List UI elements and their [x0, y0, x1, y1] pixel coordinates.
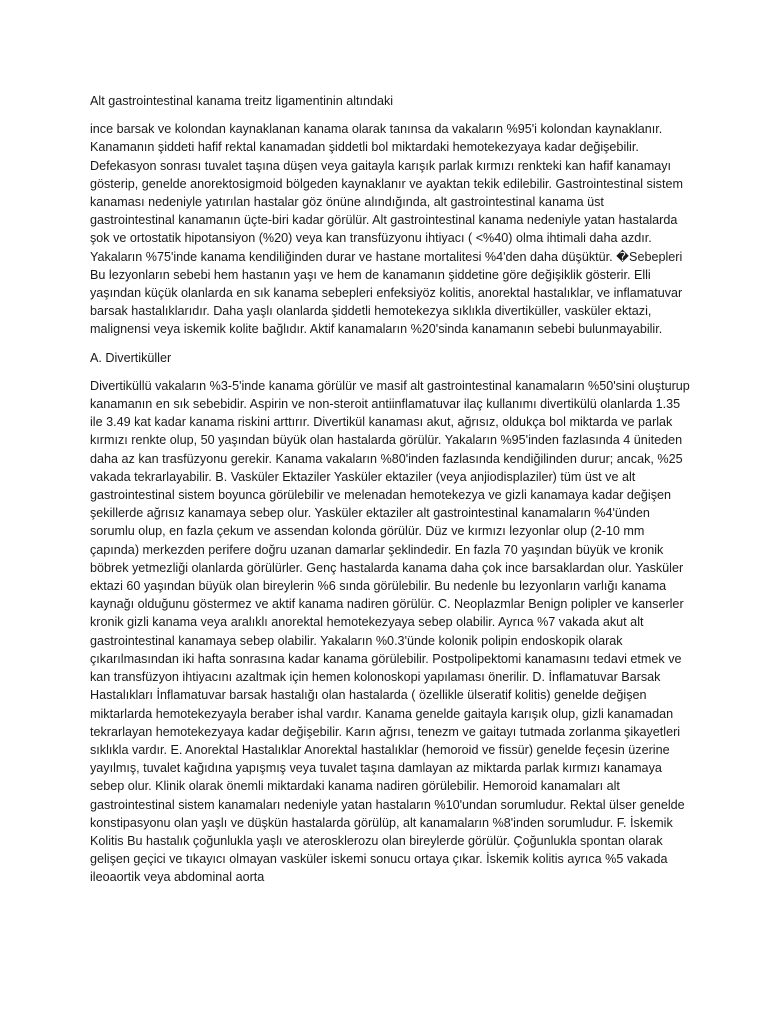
section-heading-divertikuller: A. Divertiküller	[90, 350, 172, 365]
paragraph-intro: ince barsak ve kolondan kaynaklanan kanama olarak tanınsa da vakaların %95'i kolondan kaynaklanır. Kanamanın şiddeti hafif rektal kanamadan şiddetli bol miktardaki hemotekezyaya kadar değişebilir. Defekasyon sonrası tuvalet taşına düşen veya gaitayla karışık parlak kırmızı renkteki kan hafif kanamayı gösterip, genelde anorektosigmoid bölgeden kaynaklanır ve ayaktan tekik edilebilir. Gastrointestinal sistem kanaması nedeniyle yatırılan hastalar göz önüne alındığında, alt gastrointestinal kanama üst gastrointestinal kanamanın üçte-biri kadar görülür. Alt gastrointestinal kanama nedeniyle yatan hastalarda şok ve ortostatik hipotansiyon (%20) veya kan transfüzyonu ihtiyacı ( <%40) olma ihtimali daha azdır. Yakaların %75'inde kanama kendiliğinden durar ve hastane mortalitesi %4'den daha düşüktür. �Sebepleri Bu lezyonların sebebi hem hastanın yaşı ve hem de kanamanın şiddetine göre değişiklik gösterir. Elli yaşından küçük olanlarda en sık kanama sebepleri enfeksiyöz kolitis, anorektal hastalıklar, ve inflamatuvar barsak hastalıklarıdır. Daha yaşlı olanlarda şiddetli hemotekezya sıklıkla divertiküller, vasküler ektazi, malignensi veya iskemik kolite bağlıdır. Aktif kanamaların %20'sinda kanamanın sebebi bulunmayabilir.	[90, 122, 683, 337]
document-title: Alt gastrointestinal kanama treitz ligamentinin altındaki	[90, 94, 394, 108]
paragraph-divertikuller: Divertiküllü vakaların %3-5'inde kanama görülür ve masif alt gastrointestinal kanamaların %50'sini oluşturup kanamanın en sık sebebidir. Aspirin ve non-steroit antiinflamatuvar ilaç kullanımı divertikülü olanlarda 1.35 ile 3.49 kat kadar kanama riskini arttırır. Divertikül kanaması akut, ağrısız, oldukça bol miktarda ve parlak kırmızı renkte olup, 50 yaşından büyük olan hastalarda görülür. Yakaların %95'inden fazlasında 4 üniteden daha az kan trasfüzyonu gerekir. Kanama vakaların %80'inden fazlasında kendiğilinden durur; ancak, %25 vakada tekrarlayabilir. B. Vasküler Ektaziler Yasküler ektaziler (veya anjiodisplaziler) tüm üst ve alt gastrointestinal sistem boyunca görülebilir ve melenadan hemotekezya ve gizli kanamaya kadar değişen şekillerde ağrısız kanamaya sebep olur. Yasküler ektaziler alt gastrointestinal kanamaların %4'ünden sorumlu olup, en fazla çekum ve assendan kolonda görülür. Düz ve kırmızı lezyonlar olup (2-10 mm çapında) merkezden perifere doğru uzanan damarlar şeklindedir. En fazla 70 yaşından büyük ve kronik böbrek yetmezliği olanlarda görülürler. Genç hastalarda kanama daha çok ince barsaklardan olur. Yasküler ektazi 60 yaşından büyük olan bireylerin %6 sında görülebilir. Bu nedenle bu lezyonların varlığı kanama kaynağı olduğunu göstermez ve aktif kanama nadiren görülür. C. Neoplazmlar Benign polipler ve kanserler kronik gizli kanama veya aralıklı anorektal hemotekezyaya sebep olabilir. Ayrıca %7 vakada akut alt gastrointestinal kanamaya sebep olabilir. Yakaların %0.3'ünde kolonik polipin endoskopik olarak çıkarılmasından iki hafta sonrasına kadar kanama görülebilir. Postpolipektomi kanamasını tedavi etmek ve kan transfüzyon ihtiyacını azaltmak için hemen kolonoskopi yapılaması önerilir. D. İnflamatuvar Barsak Hastalıkları İnflamatuvar barsak hastalığı olan hastalarda ( özellikle ülseratif kolitis) genelde değişen miktarlarda hemotekezyayla beraber ishal vardır. Kanama genelde gaitayla karışık olup, gizli kanamadan tekrarlayan hemotekezyaya kadar değişebilir. Karın ağrısı, tenezm ve gaitayı tutmada zorlanma şikayetleri sıklıkla vardır. E. Anorektal Hastalıklar Anorektal hastalıklar (hemoroid ve fissür) genelde feçesin üzerine yayılmış, tuvalet kağıdına yapışmış veya tuvalet taşına damlayan az miktarda parlak kırmızı kanamaya sebep olur. Klinik olarak önemli miktardaki kanama nadiren görülebilir. Hemoroid kanamaları alt gastrointestinal sistem kanamaları nedeniyle yatan hastaların %10'undan sorumludur. Rektal ülser genelde konstipasyonu olan yaşlı ve düşkün hastalarda görülüp, alt kanamaların %8'inden sorumludur. F. İskemik Kolitis Bu hastalık çoğunlukla yaşlı ve aterosklerozu olan bireylerde görülür. Çoğunlukla spontan olarak gelişen geçici ve tıkayıcı olmayan vasküler iskemi sonucu ortaya çıkar. İskemik kolitis ayrıca %5 vakada ileoaortik veya abdominal aorta	[90, 378, 690, 885]
document-page	[90, 92, 690, 897]
